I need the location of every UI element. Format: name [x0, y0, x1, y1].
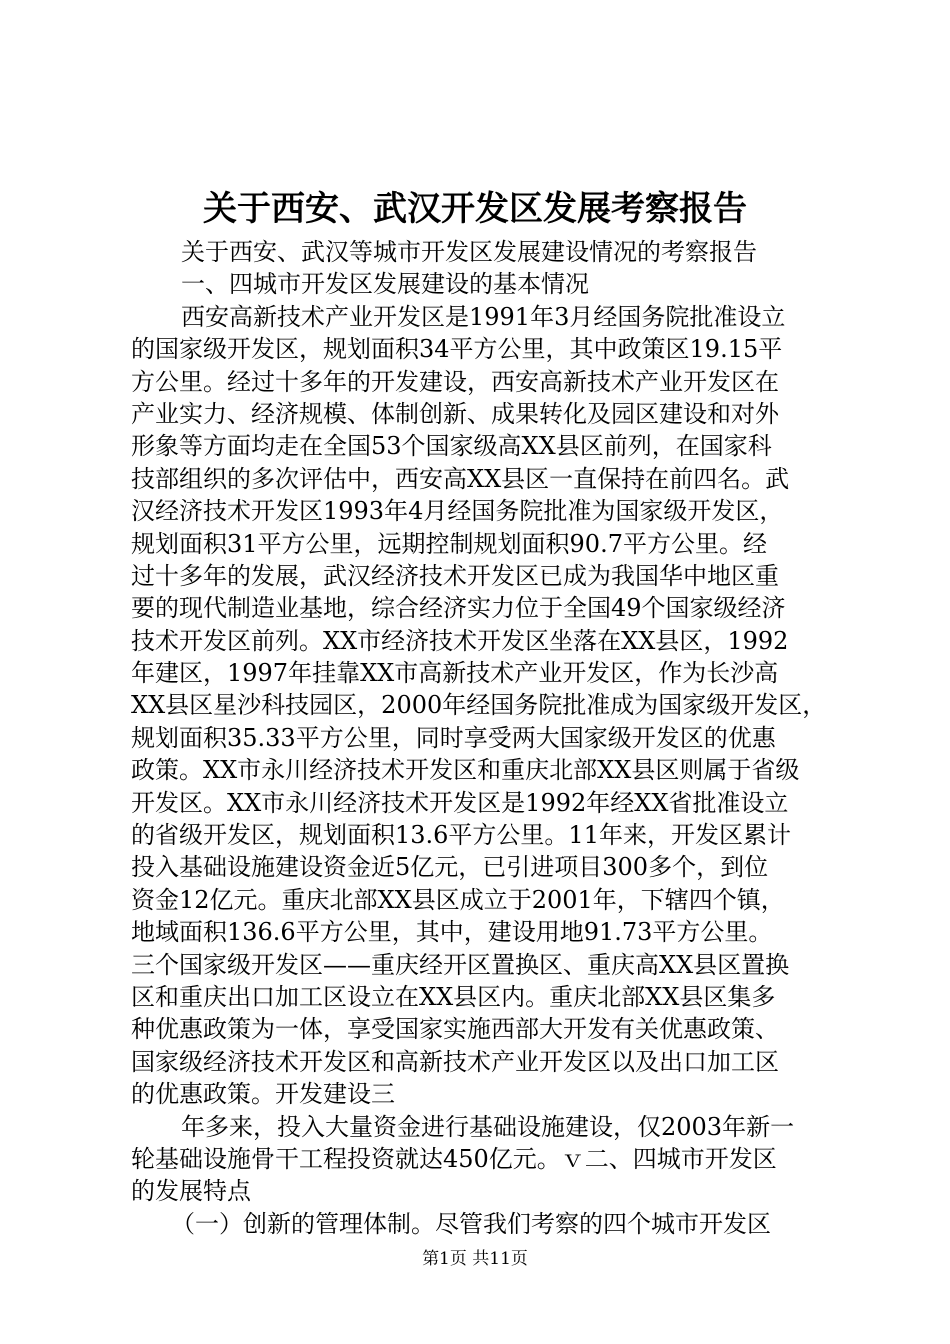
- paragraph-line: 地域面积136.6平方公里，其中，建设用地91.73平方公里。: [131, 918, 773, 947]
- page-number-footer: 第1页 共11页: [422, 1249, 528, 1269]
- paragraph-line: XX县区星沙科技园区，2000年经国务院批准成为国家级开发区，: [131, 691, 827, 720]
- paragraph-line: 要的现代制造业基地，综合经济实力位于全国49个国家级经济: [131, 594, 786, 623]
- document-title: 关于西安、武汉开发区发展考察报告: [203, 189, 747, 229]
- paragraph-line: 技术开发区前列。XX市经济技术开发区坐落在XX县区，1992: [131, 626, 789, 655]
- paragraph-line: 国家级经济技术开发区和高新技术产业开发区以及出口加工区: [131, 1047, 779, 1076]
- paragraph-line: 规划面积35.33平方公里，同时享受两大国家级开发区的优惠: [131, 723, 776, 752]
- paragraph-line: 三个国家级开发区——重庆经开区置换区、重庆高XX县区置换: [131, 950, 790, 979]
- document-body: [131, 236, 831, 1240]
- paragraph-line: 产业实力、经济规模、体制创新、成果转化及园区建设和对外: [131, 399, 779, 428]
- paragraph-line: 轮基础设施骨干工程投资就达450亿元。ｖ二、四城市开发区: [131, 1144, 777, 1173]
- section-heading: 一、四城市开发区发展建设的基本情况: [181, 270, 589, 299]
- paragraph-line: 年建区，1997年挂靠XX市高新技术产业开发区，作为长沙高: [131, 659, 779, 688]
- paragraph-line: 的发展特点: [131, 1177, 251, 1206]
- paragraph-line: （一）创新的管理体制。尽管我们考察的四个城市开发区: [171, 1209, 771, 1238]
- subtitle-line: 关于西安、武汉等城市开发区发展建设情况的考察报告: [181, 238, 757, 266]
- paragraph-line: 政策。XX市永川经济技术开发区和重庆北部XX县区则属于省级: [131, 756, 800, 785]
- paragraph-line: 的优惠政策。开发建设三: [131, 1080, 395, 1109]
- paragraph-line: 过十多年的发展，武汉经济技术开发区已成为我国华中地区重: [131, 561, 779, 590]
- paragraph-line: 技部组织的多次评估中，西安高XX县区一直保持在前四名。武: [131, 464, 790, 493]
- paragraph-line: 区和重庆出口加工区设立在XX县区内。重庆北部XX县区集多: [131, 982, 776, 1011]
- paragraph-line: 投入基础设施建设资金近5亿元，已引进项目300多个，到位: [131, 853, 769, 882]
- paragraph-line: 的国家级开发区，规划面积34平方公里，其中政策区19.15平: [131, 335, 783, 364]
- paragraph-line: 规划面积31平方公里，远期控制规划面积90.7平方公里。经: [131, 529, 767, 558]
- paragraph-line: 年多来，投入大量资金进行基础设施建设，仅2003年新一: [181, 1112, 795, 1141]
- paragraph-line: 形象等方面均走在全国53个国家级高XX县区前列，在国家科: [131, 432, 772, 461]
- paragraph-line: 方公里。经过十多年的开发建设，西安高新技术产业开发区在: [131, 367, 779, 396]
- paragraph-line: 汉经济技术开发区1993年4月经国务院批准为国家级开发区，: [131, 497, 784, 526]
- paragraph-line: 资金12亿元。重庆北部XX县区成立于2001年，下辖四个镇，: [131, 885, 785, 914]
- paragraph-line: 的省级开发区，规划面积13.6平方公里。11年来，开发区累计: [131, 821, 791, 850]
- paragraph-line: 开发区。XX市永川经济技术开发区是1992年经XX省批准设立: [131, 788, 789, 817]
- paragraph-line: 种优惠政策为一体，享受国家实施西部大开发有关优惠政策、: [131, 1015, 779, 1044]
- paragraph-line: 西安高新技术产业开发区是1991年3月经国务院批准设立: [181, 302, 786, 331]
